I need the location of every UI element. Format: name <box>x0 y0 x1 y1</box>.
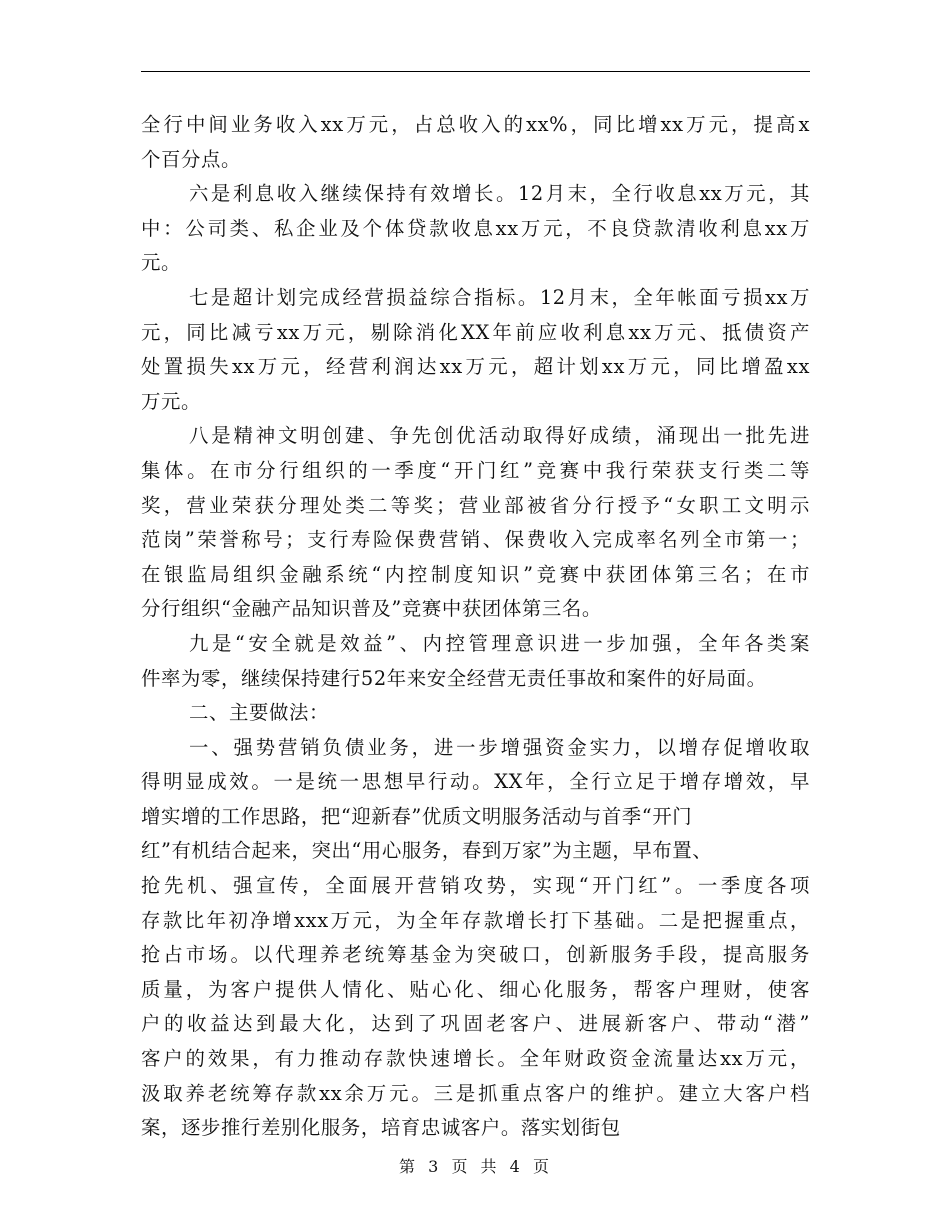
text-line: 在银监局组织金融系统“内控制度知识”竞赛中获团体第三名；在市 <box>141 562 810 586</box>
footer-prefix: 第 <box>399 1157 418 1176</box>
text-line: 元，同比减亏xx万元，剔除消化XX年前应收利息xx万元、抵债资产 <box>141 320 810 344</box>
text-line: 个百分点。 <box>141 147 241 171</box>
text-line: 范岗”荣誉称号；支行寿险保费营销、保费收入完成率名列全市第一； <box>141 528 810 552</box>
text-line: 户的收益达到最大化，达到了巩固老客户、进展新客户、带动“潜” <box>141 1012 810 1036</box>
text-line: 存款比年初净增xxx万元，为全年存款增长打下基础。二是把握重点， <box>141 908 810 932</box>
text-line: 红”有机结合起来，突出“用心服务，春到万家”为主题，早布置、 <box>141 839 713 863</box>
text-line: 全行中间业务收入xx万元，占总收入的xx%，同比增xx万元，提高x <box>141 113 810 136</box>
text-line: 八是精神文明创建、争先创优活动取得好成绩，涌现出一批先进 <box>189 424 810 448</box>
text-line: 增实增的工作思路，把“迎新春”优质文明服务活动与首季“开门 <box>141 804 693 828</box>
text-line: 万元。 <box>141 389 201 413</box>
footer-current-page: 3 <box>428 1157 441 1176</box>
header-rule <box>141 71 810 72</box>
text-line: 二、主要做法： <box>189 701 329 725</box>
text-line: 汲取养老统筹存款xx余万元。三是抓重点客户的维护。建立大客户档 <box>141 1081 810 1105</box>
text-line: 质量，为客户提供人情化、贴心化、细心化服务，帮客户理财，使客 <box>141 977 810 1001</box>
text-line: 集体。在市分行组织的一季度“开门红”竞赛中我行荣获支行类二等 <box>141 458 810 482</box>
text-line: 六是利息收入继续保持有效增长。12月末，全行收息xx万元，其 <box>189 182 810 206</box>
text-line: 七是超计划完成经营损益综合指标。12月末，全年帐面亏损xx万 <box>189 285 810 309</box>
footer-suffix: 页 <box>532 1157 551 1176</box>
text-line: 件率为零，继续保持建行52年来安全经营无责任事故和案件的好局面。 <box>141 666 767 690</box>
text-line: 奖，营业荣获分理处类二等奖；营业部被省分行授予“女职工文明示 <box>141 493 810 517</box>
text-line: 九是“安全就是效益”、内控管理意识进一步加强，全年各类案 <box>189 631 810 655</box>
document-body <box>141 108 817 1146</box>
footer-total-word: 共 <box>480 1157 499 1176</box>
text-line: 处置损失xx万元，经营利润达xx万元，超计划xx万元，同比增盈xx <box>141 355 810 379</box>
text-line: 抢先机、强宣传，全面展开营销攻势，实现“开门红”。一季度各项 <box>141 874 810 898</box>
text-line: 元。 <box>141 251 181 275</box>
text-line: 客户的效果，有力推动存款快速增长。全年财政资金流量达xx万元， <box>141 1047 810 1071</box>
text-line: 中：公司类、私企业及个体贷款收息xx万元，不良贷款清收利息xx万 <box>141 216 810 240</box>
footer-page-word: 页 <box>451 1157 470 1176</box>
footer-total-pages: 4 <box>509 1157 522 1176</box>
text-line: 得明显成效。一是统一思想早行动。XX年，全行立足于增存增效，早 <box>141 770 810 794</box>
text-line: 分行组织“金融产品知识普及”竞赛中获团体第三名。 <box>141 597 602 621</box>
text-line: 一、强势营销负债业务，进一步增强资金实力，以增存促增收取 <box>189 735 810 759</box>
text-line: 抢占市场。以代理养老统筹基金为突破口，创新服务手段，提高服务 <box>141 943 810 967</box>
page-footer <box>0 1154 950 1177</box>
text-line: 案，逐步推行差别化服务，培育忠诚客户。落实划街包 <box>141 1116 621 1140</box>
